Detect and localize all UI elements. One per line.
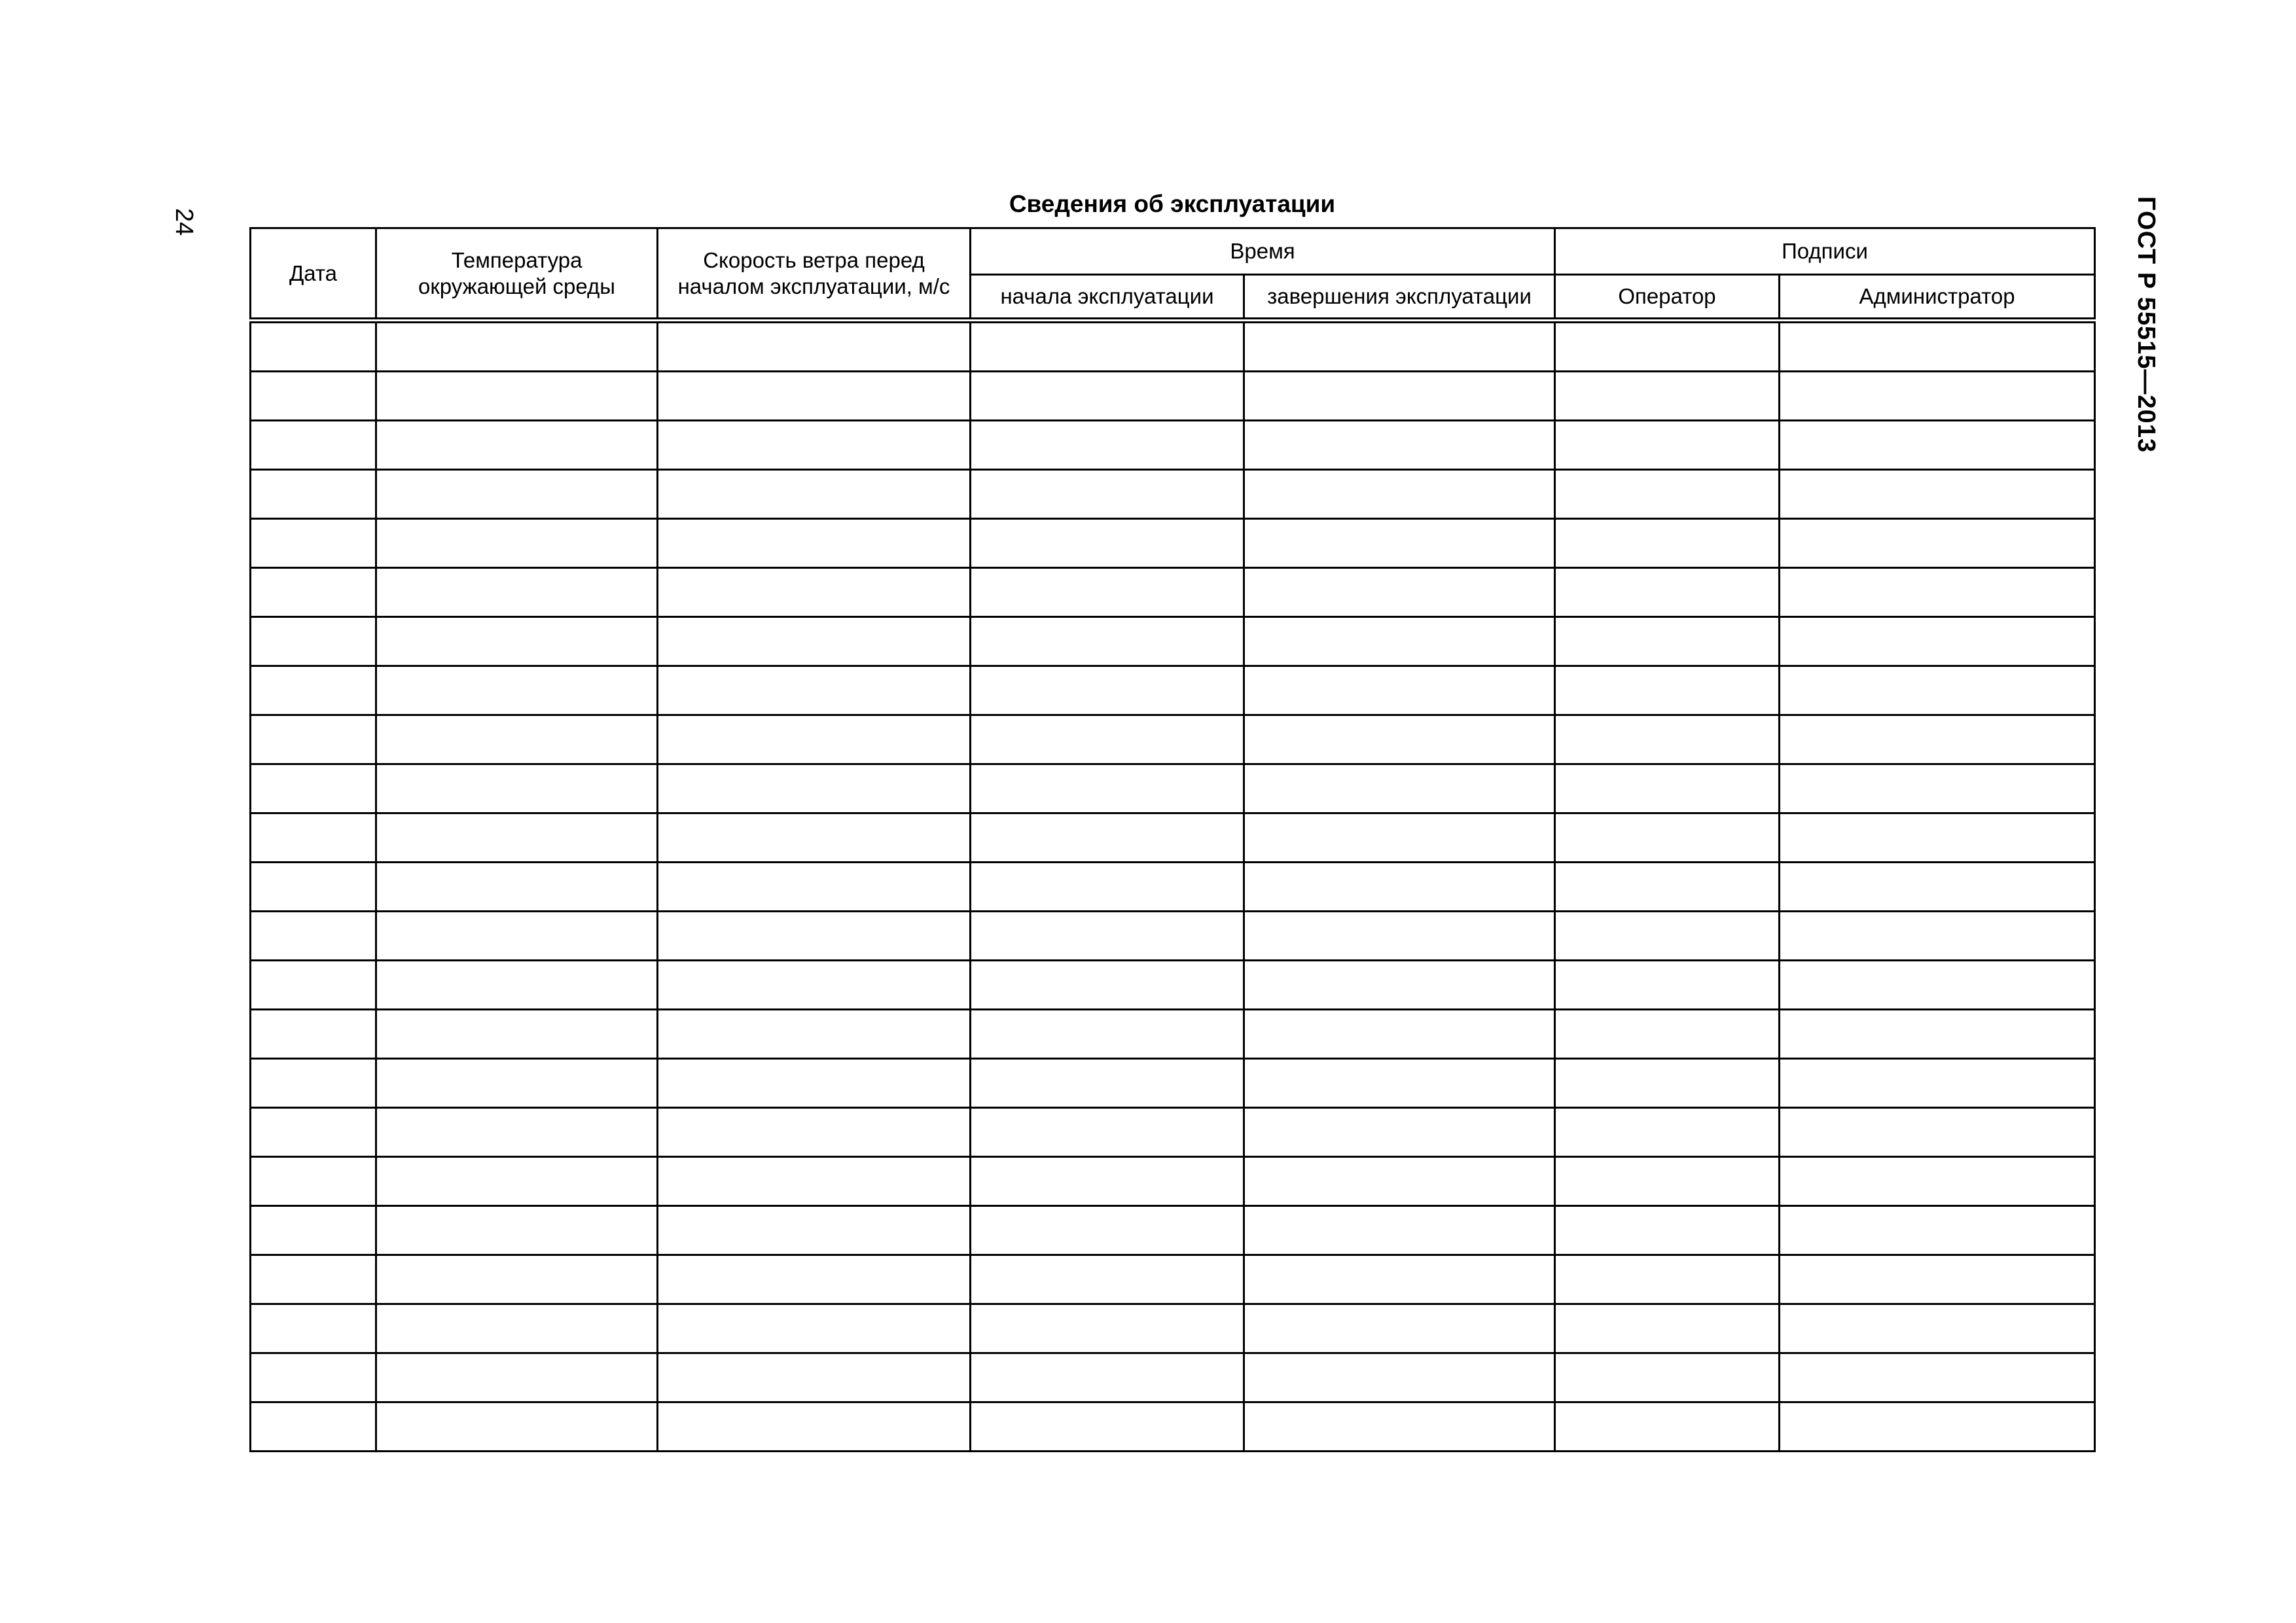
cell-temperature bbox=[376, 912, 658, 961]
cell-date bbox=[251, 1402, 376, 1452]
cell-wind-speed bbox=[658, 372, 971, 421]
header-operator: Оператор bbox=[1555, 275, 1780, 321]
cell-time-start bbox=[971, 1353, 1244, 1402]
cell-temperature bbox=[376, 568, 658, 617]
table-row bbox=[251, 568, 2095, 617]
cell-temperature bbox=[376, 1157, 658, 1206]
cell-operator-signature bbox=[1555, 666, 1780, 715]
cell-date bbox=[251, 519, 376, 568]
cell-administrator-signature bbox=[1780, 1255, 2095, 1304]
table-row bbox=[251, 863, 2095, 912]
cell-time-start bbox=[971, 1059, 1244, 1108]
cell-time-end bbox=[1244, 863, 1555, 912]
cell-temperature bbox=[376, 1206, 658, 1255]
cell-temperature bbox=[376, 764, 658, 813]
document-code: ГОСТ Р 55515—2013 bbox=[2132, 196, 2160, 453]
cell-time-end bbox=[1244, 617, 1555, 666]
cell-date bbox=[251, 470, 376, 519]
cell-time-start bbox=[971, 321, 1244, 372]
cell-time-end bbox=[1244, 1157, 1555, 1206]
cell-date bbox=[251, 1010, 376, 1059]
cell-time-end bbox=[1244, 666, 1555, 715]
cell-operator-signature bbox=[1555, 1059, 1780, 1108]
cell-administrator-signature bbox=[1780, 764, 2095, 813]
cell-date bbox=[251, 961, 376, 1010]
cell-time-end bbox=[1244, 813, 1555, 863]
cell-wind-speed bbox=[658, 961, 971, 1010]
cell-time-end bbox=[1244, 1255, 1555, 1304]
cell-temperature bbox=[376, 321, 658, 372]
table-row bbox=[251, 1010, 2095, 1059]
cell-date bbox=[251, 617, 376, 666]
cell-wind-speed bbox=[658, 1255, 971, 1304]
header-temperature-label: Температура окружающей среды bbox=[418, 247, 615, 298]
cell-administrator-signature bbox=[1780, 1402, 2095, 1452]
cell-operator-signature bbox=[1555, 1304, 1780, 1353]
table-row bbox=[251, 372, 2095, 421]
cell-date bbox=[251, 863, 376, 912]
cell-operator-signature bbox=[1555, 1255, 1780, 1304]
cell-time-end bbox=[1244, 1059, 1555, 1108]
cell-administrator-signature bbox=[1780, 1206, 2095, 1255]
cell-time-end bbox=[1244, 715, 1555, 764]
cell-wind-speed bbox=[658, 912, 971, 961]
cell-wind-speed bbox=[658, 1010, 971, 1059]
header-signatures-group: Подписи bbox=[1555, 228, 2095, 275]
cell-time-start bbox=[971, 372, 1244, 421]
cell-time-end bbox=[1244, 1353, 1555, 1402]
table-row bbox=[251, 912, 2095, 961]
header-wind-speed-label: Скорость ветра перед началом эксплуатации, м/с bbox=[677, 247, 950, 298]
table-row bbox=[251, 1157, 2095, 1206]
cell-administrator-signature bbox=[1780, 863, 2095, 912]
header-wind-speed bbox=[658, 228, 971, 321]
cell-operator-signature bbox=[1555, 912, 1780, 961]
cell-time-start bbox=[971, 1304, 1244, 1353]
cell-temperature bbox=[376, 1010, 658, 1059]
header-administrator: Администратор bbox=[1780, 275, 2095, 321]
cell-operator-signature bbox=[1555, 1206, 1780, 1255]
cell-operator-signature bbox=[1555, 617, 1780, 666]
table-row bbox=[251, 666, 2095, 715]
cell-temperature bbox=[376, 1304, 658, 1353]
cell-time-end bbox=[1244, 1402, 1555, 1452]
cell-administrator-signature bbox=[1780, 1304, 2095, 1353]
cell-time-end bbox=[1244, 321, 1555, 372]
cell-operator-signature bbox=[1555, 470, 1780, 519]
cell-time-start bbox=[971, 421, 1244, 470]
cell-time-end bbox=[1244, 764, 1555, 813]
cell-administrator-signature bbox=[1780, 1157, 2095, 1206]
cell-temperature bbox=[376, 1059, 658, 1108]
table-row bbox=[251, 1353, 2095, 1402]
cell-time-end bbox=[1244, 1304, 1555, 1353]
cell-temperature bbox=[376, 666, 658, 715]
cell-time-start bbox=[971, 764, 1244, 813]
cell-administrator-signature bbox=[1780, 1010, 2095, 1059]
cell-wind-speed bbox=[658, 1402, 971, 1452]
cell-wind-speed bbox=[658, 568, 971, 617]
table-body bbox=[251, 321, 2095, 1452]
cell-time-end bbox=[1244, 470, 1555, 519]
cell-date bbox=[251, 568, 376, 617]
cell-operator-signature bbox=[1555, 764, 1780, 813]
cell-administrator-signature bbox=[1780, 1353, 2095, 1402]
cell-wind-speed bbox=[658, 421, 971, 470]
header-time-group: Время bbox=[971, 228, 1555, 275]
cell-wind-speed bbox=[658, 470, 971, 519]
cell-administrator-signature bbox=[1780, 421, 2095, 470]
cell-time-end bbox=[1244, 961, 1555, 1010]
cell-administrator-signature bbox=[1780, 666, 2095, 715]
header-time-start: начала эксплуатации bbox=[971, 275, 1244, 321]
cell-operator-signature bbox=[1555, 1402, 1780, 1452]
cell-wind-speed bbox=[658, 617, 971, 666]
cell-time-start bbox=[971, 470, 1244, 519]
cell-wind-speed bbox=[658, 1157, 971, 1206]
cell-time-end bbox=[1244, 421, 1555, 470]
cell-wind-speed bbox=[658, 764, 971, 813]
cell-wind-speed bbox=[658, 1108, 971, 1157]
cell-time-end bbox=[1244, 568, 1555, 617]
cell-operator-signature bbox=[1555, 863, 1780, 912]
table-row bbox=[251, 321, 2095, 372]
table-row bbox=[251, 1255, 2095, 1304]
cell-wind-speed bbox=[658, 1353, 971, 1402]
cell-date bbox=[251, 1157, 376, 1206]
table-row bbox=[251, 764, 2095, 813]
cell-temperature bbox=[376, 421, 658, 470]
cell-administrator-signature bbox=[1780, 813, 2095, 863]
cell-wind-speed bbox=[658, 813, 971, 863]
cell-time-start bbox=[971, 617, 1244, 666]
table-row bbox=[251, 1402, 2095, 1452]
cell-time-start bbox=[971, 666, 1244, 715]
cell-time-end bbox=[1244, 1206, 1555, 1255]
cell-temperature bbox=[376, 1402, 658, 1452]
cell-operator-signature bbox=[1555, 321, 1780, 372]
cell-date bbox=[251, 666, 376, 715]
cell-date bbox=[251, 1353, 376, 1402]
cell-date bbox=[251, 1255, 376, 1304]
cell-administrator-signature bbox=[1780, 568, 2095, 617]
cell-time-start bbox=[971, 715, 1244, 764]
cell-time-end bbox=[1244, 1108, 1555, 1157]
cell-time-end bbox=[1244, 912, 1555, 961]
cell-date bbox=[251, 715, 376, 764]
cell-time-start bbox=[971, 1010, 1244, 1059]
cell-temperature bbox=[376, 617, 658, 666]
cell-temperature bbox=[376, 1108, 658, 1157]
cell-time-start bbox=[971, 1255, 1244, 1304]
table-row bbox=[251, 1059, 2095, 1108]
cell-operator-signature bbox=[1555, 813, 1780, 863]
cell-date bbox=[251, 1108, 376, 1157]
cell-date bbox=[251, 372, 376, 421]
cell-date bbox=[251, 912, 376, 961]
cell-temperature bbox=[376, 1255, 658, 1304]
cell-operator-signature bbox=[1555, 1010, 1780, 1059]
cell-operator-signature bbox=[1555, 961, 1780, 1010]
table-row bbox=[251, 961, 2095, 1010]
cell-administrator-signature bbox=[1780, 715, 2095, 764]
cell-date bbox=[251, 813, 376, 863]
operation-log-table bbox=[249, 227, 2096, 1452]
cell-time-end bbox=[1244, 519, 1555, 568]
cell-wind-speed bbox=[658, 863, 971, 912]
header-date: Дата bbox=[251, 228, 376, 321]
cell-time-start bbox=[971, 1108, 1244, 1157]
cell-temperature bbox=[376, 519, 658, 568]
cell-date bbox=[251, 421, 376, 470]
table-row bbox=[251, 813, 2095, 863]
cell-time-start bbox=[971, 813, 1244, 863]
table-row bbox=[251, 715, 2095, 764]
cell-administrator-signature bbox=[1780, 519, 2095, 568]
cell-wind-speed bbox=[658, 1304, 971, 1353]
table-row bbox=[251, 1108, 2095, 1157]
cell-administrator-signature bbox=[1780, 912, 2095, 961]
cell-time-start bbox=[971, 863, 1244, 912]
header-time-end: завершения эксплуатации bbox=[1244, 275, 1555, 321]
cell-administrator-signature bbox=[1780, 1108, 2095, 1157]
table-row bbox=[251, 1206, 2095, 1255]
cell-temperature bbox=[376, 470, 658, 519]
cell-date bbox=[251, 764, 376, 813]
cell-operator-signature bbox=[1555, 715, 1780, 764]
cell-wind-speed bbox=[658, 321, 971, 372]
table-row bbox=[251, 1304, 2095, 1353]
cell-temperature bbox=[376, 863, 658, 912]
table-row bbox=[251, 617, 2095, 666]
cell-administrator-signature bbox=[1780, 470, 2095, 519]
form-title: Сведения об эксплуатации bbox=[1009, 190, 1336, 217]
cell-date bbox=[251, 321, 376, 372]
cell-time-end bbox=[1244, 1010, 1555, 1059]
cell-time-end bbox=[1244, 372, 1555, 421]
cell-operator-signature bbox=[1555, 1353, 1780, 1402]
table-row bbox=[251, 470, 2095, 519]
cell-wind-speed bbox=[658, 1206, 971, 1255]
cell-time-start bbox=[971, 1402, 1244, 1452]
cell-wind-speed bbox=[658, 1059, 971, 1108]
cell-operator-signature bbox=[1555, 568, 1780, 617]
cell-time-start bbox=[971, 1157, 1244, 1206]
cell-time-start bbox=[971, 568, 1244, 617]
cell-administrator-signature bbox=[1780, 372, 2095, 421]
cell-operator-signature bbox=[1555, 1157, 1780, 1206]
cell-date bbox=[251, 1304, 376, 1353]
cell-temperature bbox=[376, 813, 658, 863]
cell-wind-speed bbox=[658, 666, 971, 715]
page-number: 24 bbox=[170, 208, 198, 236]
cell-administrator-signature bbox=[1780, 1059, 2095, 1108]
header-temperature bbox=[376, 228, 658, 321]
cell-temperature bbox=[376, 961, 658, 1010]
cell-time-start bbox=[971, 519, 1244, 568]
cell-temperature bbox=[376, 1353, 658, 1402]
cell-date bbox=[251, 1206, 376, 1255]
cell-administrator-signature bbox=[1780, 617, 2095, 666]
cell-administrator-signature bbox=[1780, 961, 2095, 1010]
cell-operator-signature bbox=[1555, 421, 1780, 470]
cell-date bbox=[251, 1059, 376, 1108]
cell-temperature bbox=[376, 372, 658, 421]
cell-wind-speed bbox=[658, 519, 971, 568]
cell-operator-signature bbox=[1555, 1108, 1780, 1157]
table-row bbox=[251, 519, 2095, 568]
cell-time-start bbox=[971, 912, 1244, 961]
table-row bbox=[251, 421, 2095, 470]
cell-operator-signature bbox=[1555, 519, 1780, 568]
cell-temperature bbox=[376, 715, 658, 764]
cell-wind-speed bbox=[658, 715, 971, 764]
cell-administrator-signature bbox=[1780, 321, 2095, 372]
cell-time-start bbox=[971, 961, 1244, 1010]
cell-operator-signature bbox=[1555, 372, 1780, 421]
cell-time-start bbox=[971, 1206, 1244, 1255]
